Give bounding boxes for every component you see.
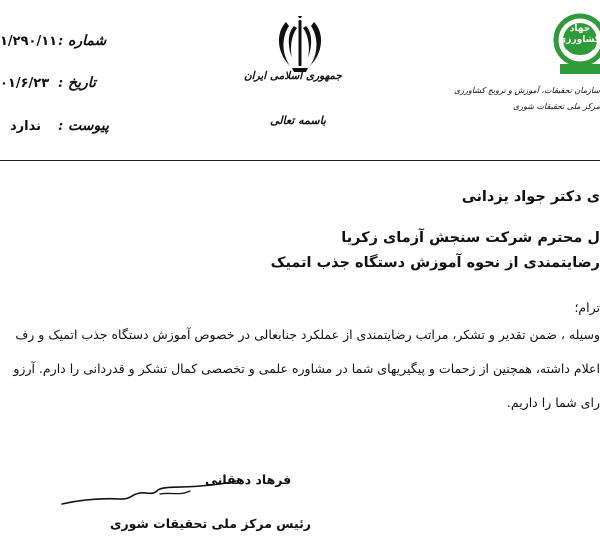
signatory-title: رئیس مرکز ملی تحقیقات شوری [110,516,311,531]
handwritten-signature [60,478,240,508]
recipient-name: ی دکتر جواد یزدانی [461,189,600,205]
recipient-title: ل محترم شرکت سنجش آزمای زکریا [341,230,600,246]
invocation-text: باسمه تعالی [270,114,326,127]
body-line-1: وسیله ، ضمن تقدیر و تشکر، مراتب رضایتمندی از عملکرد جنابعالی در خصوص آموزش دستگاه جذب اتمیک و رف [15,327,600,342]
letter-attachment-value: ندارد [10,119,42,134]
body-line-3: رای شما را داریم. [506,395,600,410]
signatory-name: فرهاد دهقانی [205,472,292,487]
letter-attachment-label: پیوست : [58,118,109,134]
letter-greeting: ترام؛ [574,300,600,315]
letter-date-label: تاریخ : [58,75,96,91]
letter-subject: رضایتمندی از نحوه آموزش دستگاه جذب اتمیک [270,255,600,271]
org-name-line1: سازمان تحقیقات، آموزش و ترویج کشاورزی [453,86,600,95]
org-name-line2: مرکز ملی تحقیقات شوری [513,102,600,111]
header-divider [0,160,600,161]
letter-date-value: ۰۱/۶/۲۳ [0,76,50,91]
emblem-caption: جمهوری اسلامی ایران [243,70,342,82]
letter-number-value: ۱/۲۹۰/۱۱ [0,34,58,49]
body-line-2: اعلام داشته، همچنین از زحمات و پیگیریهای شما در مشاوره علمی و تخصصی کمال تشکر و قدردانی را دارم. آرزو [13,361,600,376]
emblem-icon [270,14,330,76]
org-logo-text: جهاد کشاورزی [558,24,600,45]
iran-emblem [270,14,330,76]
letter-number-label: شماره : [58,33,107,49]
